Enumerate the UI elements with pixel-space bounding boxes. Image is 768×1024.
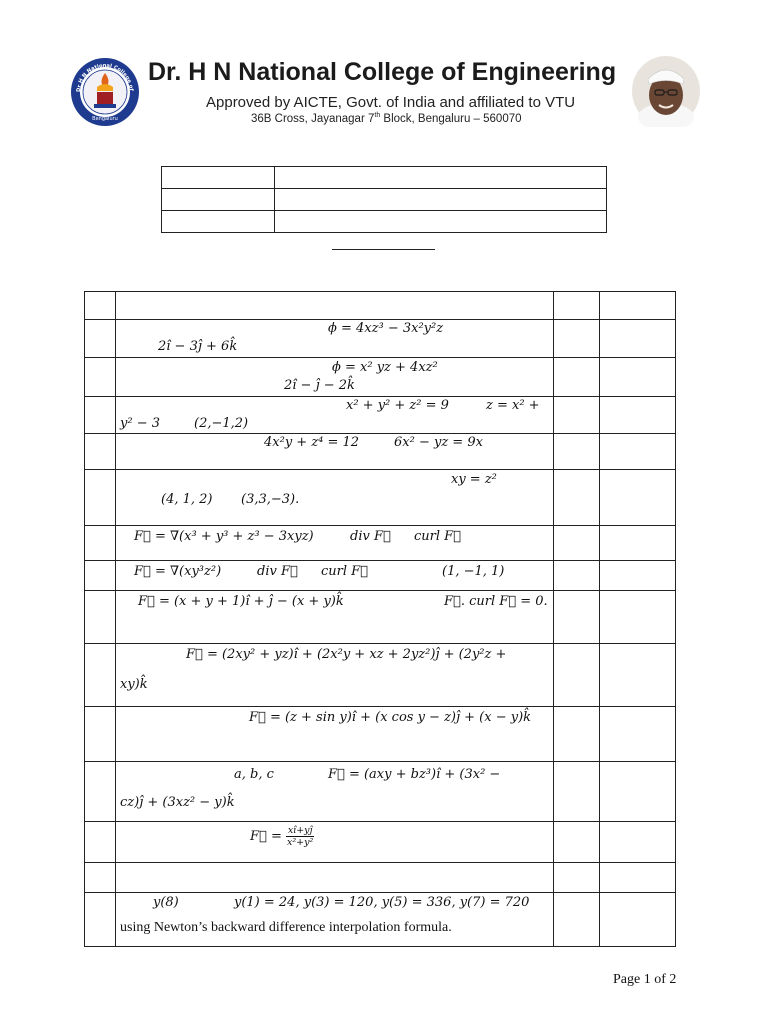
math-expression: xy)k̂ <box>120 677 148 692</box>
question-text-cell <box>116 470 554 526</box>
math-expression: 2î − 3ĵ + 6k̂ <box>158 339 238 354</box>
info-row <box>162 211 607 233</box>
header-cell <box>600 292 676 320</box>
table-row <box>85 762 676 822</box>
address-sup: th <box>374 112 381 119</box>
header-cell <box>85 292 116 320</box>
question-text-cell <box>116 893 554 947</box>
address-line <box>251 112 522 125</box>
header-cell <box>554 292 600 320</box>
questions-table <box>84 291 676 947</box>
table-row <box>85 561 676 591</box>
math-expression: ϕ = 4xz³ − 3x²y²z <box>328 321 444 336</box>
question-text-cell <box>116 644 554 707</box>
math-expression: ϕ = x² yz + 4xz² <box>332 360 438 375</box>
question-number-cell <box>85 707 116 762</box>
question-number-cell <box>85 822 116 863</box>
info-key-cell <box>162 189 275 211</box>
math-expression: a, b, c <box>234 767 274 782</box>
info-row <box>162 167 607 189</box>
info-value-cell <box>275 211 607 233</box>
page-number: Page 1 of 2 <box>613 972 677 987</box>
co-cell <box>600 644 676 707</box>
fraction-denominator: x²+y² <box>287 837 314 848</box>
table-row <box>85 397 676 434</box>
math-expression: F⃗ = (x + y + 1)î + ĵ − (x + y)k̂ <box>138 594 344 609</box>
question-number-cell <box>85 320 116 358</box>
question-text-cell <box>116 591 554 644</box>
question-number-cell <box>85 893 116 947</box>
marks-cell <box>554 434 600 470</box>
question-number-cell <box>85 434 116 470</box>
table-row <box>85 470 676 526</box>
question-text-cell <box>116 526 554 561</box>
math-expression: F⃗ = (z + sin y)î + (x cos y − z)ĵ + (x − y)k̂ <box>249 710 532 725</box>
math-expression: y² − 3 <box>120 416 160 431</box>
founder-portrait <box>631 55 701 127</box>
question-number-cell <box>85 470 116 526</box>
marks-cell <box>554 644 600 707</box>
question-text-cell <box>116 863 554 893</box>
marks-cell <box>554 526 600 561</box>
exam-info-table <box>161 166 607 233</box>
math-expression: F⃗ = ∇(x³ + y³ + z³ − 3xyz) <box>134 529 314 544</box>
co-cell <box>600 358 676 397</box>
question-text-cell <box>116 434 554 470</box>
math-expression: cz)ĵ + (3xz² − y)k̂ <box>120 795 235 810</box>
info-key-cell <box>162 167 275 189</box>
address-prefix: 36B Cross, Jayanagar 7 <box>251 112 375 125</box>
question-text-cell <box>116 561 554 591</box>
co-cell <box>600 320 676 358</box>
math-expression: z = x² + <box>486 398 540 413</box>
co-cell <box>600 526 676 561</box>
marks-cell <box>554 822 600 863</box>
table-row <box>85 434 676 470</box>
college-seal-logo <box>70 57 140 127</box>
marks-cell <box>554 591 600 644</box>
marks-cell <box>554 397 600 434</box>
math-expression <box>250 825 314 848</box>
marks-cell <box>554 863 600 893</box>
table-row <box>85 822 676 863</box>
table-row <box>85 320 676 358</box>
co-cell <box>600 863 676 893</box>
question-text-cell <box>116 822 554 863</box>
co-cell <box>600 470 676 526</box>
fraction <box>286 825 314 848</box>
table-row <box>85 644 676 707</box>
co-cell <box>600 561 676 591</box>
question-number-cell <box>85 561 116 591</box>
info-key-cell <box>162 211 275 233</box>
co-cell <box>600 893 676 947</box>
marks-cell <box>554 358 600 397</box>
math-expression: div F⃗ <box>350 529 391 544</box>
math-expression: (1, −1, 1) <box>442 564 505 579</box>
question-number-cell <box>85 591 116 644</box>
co-cell <box>600 591 676 644</box>
table-row <box>85 707 676 762</box>
math-expression: F⃗ = (axy + bz³)î + (3x² − <box>328 767 501 782</box>
marks-cell <box>554 707 600 762</box>
math-expression: (3,3,−3). <box>241 492 300 507</box>
seal-city: Bengaluru <box>92 116 118 122</box>
table-row <box>85 358 676 397</box>
co-cell <box>600 822 676 863</box>
math-expression: (2,−1,2) <box>194 416 249 431</box>
question-text-cell <box>116 397 554 434</box>
marks-cell <box>554 762 600 822</box>
math-expression: F⃗ = ∇(xy³z²) <box>134 564 222 579</box>
info-value-cell <box>275 189 607 211</box>
co-cell <box>600 434 676 470</box>
question-number-cell <box>85 358 116 397</box>
math-expression: curl F⃗ <box>321 564 368 579</box>
question-number-cell <box>85 644 116 707</box>
question-number-cell <box>85 762 116 822</box>
marks-cell <box>554 320 600 358</box>
marks-cell <box>554 470 600 526</box>
address-suffix: Block, Bengaluru – 560070 <box>380 112 522 125</box>
info-row <box>162 189 607 211</box>
table-row <box>85 591 676 644</box>
question-text-cell <box>116 762 554 822</box>
co-cell <box>600 762 676 822</box>
math-expression: 6x² − yz = 9x <box>394 435 483 450</box>
question-text: using Newton’s backward difference interpolation formula. <box>120 920 452 935</box>
math-expression: y(1) = 24, y(3) = 120, y(5) = 336, y(7) = 720 <box>234 895 530 910</box>
math-expression: xy = z² <box>451 472 497 487</box>
marks-cell <box>554 893 600 947</box>
table-row <box>85 863 676 893</box>
table-row <box>85 526 676 561</box>
math-expression: curl F⃗ <box>414 529 461 544</box>
approval-line: Approved by AICTE, Govt. of India and affiliated to VTU <box>206 94 576 111</box>
table-header-row <box>85 292 676 320</box>
title-underline <box>332 249 435 250</box>
co-cell <box>600 707 676 762</box>
question-text-cell <box>116 707 554 762</box>
question-text-cell <box>116 320 554 358</box>
math-expression: 2î − ĵ − 2k̂ <box>284 378 355 393</box>
question-number-cell <box>85 863 116 893</box>
math-expression: div F⃗ <box>257 564 298 579</box>
math-expression: (4, 1, 2) <box>161 492 213 507</box>
math-expression: F⃗ = (2xy² + yz)î + (2x²y + xz + 2yz²)ĵ + (2y²z + <box>186 647 507 662</box>
marks-cell <box>554 561 600 591</box>
info-value-cell <box>275 167 607 189</box>
co-cell <box>600 397 676 434</box>
question-text-cell <box>116 358 554 397</box>
math-expression: F⃗. curl F⃗ = 0. <box>444 594 548 609</box>
college-name: Dr. H N National College of Engineering <box>148 58 617 86</box>
seal-text: Dr H N National College of <box>75 62 134 93</box>
question-number-cell <box>85 397 116 434</box>
fraction-numerator: xî+yĵ <box>287 825 313 836</box>
math-expression: y(8) <box>153 895 179 910</box>
header-cell <box>116 292 554 320</box>
table-row <box>85 893 676 947</box>
math-lhs: F⃗ = <box>250 829 282 844</box>
math-expression: 4x²y + z⁴ = 12 <box>264 435 360 450</box>
math-expression: x² + y² + z² = 9 <box>346 398 449 413</box>
question-number-cell <box>85 526 116 561</box>
